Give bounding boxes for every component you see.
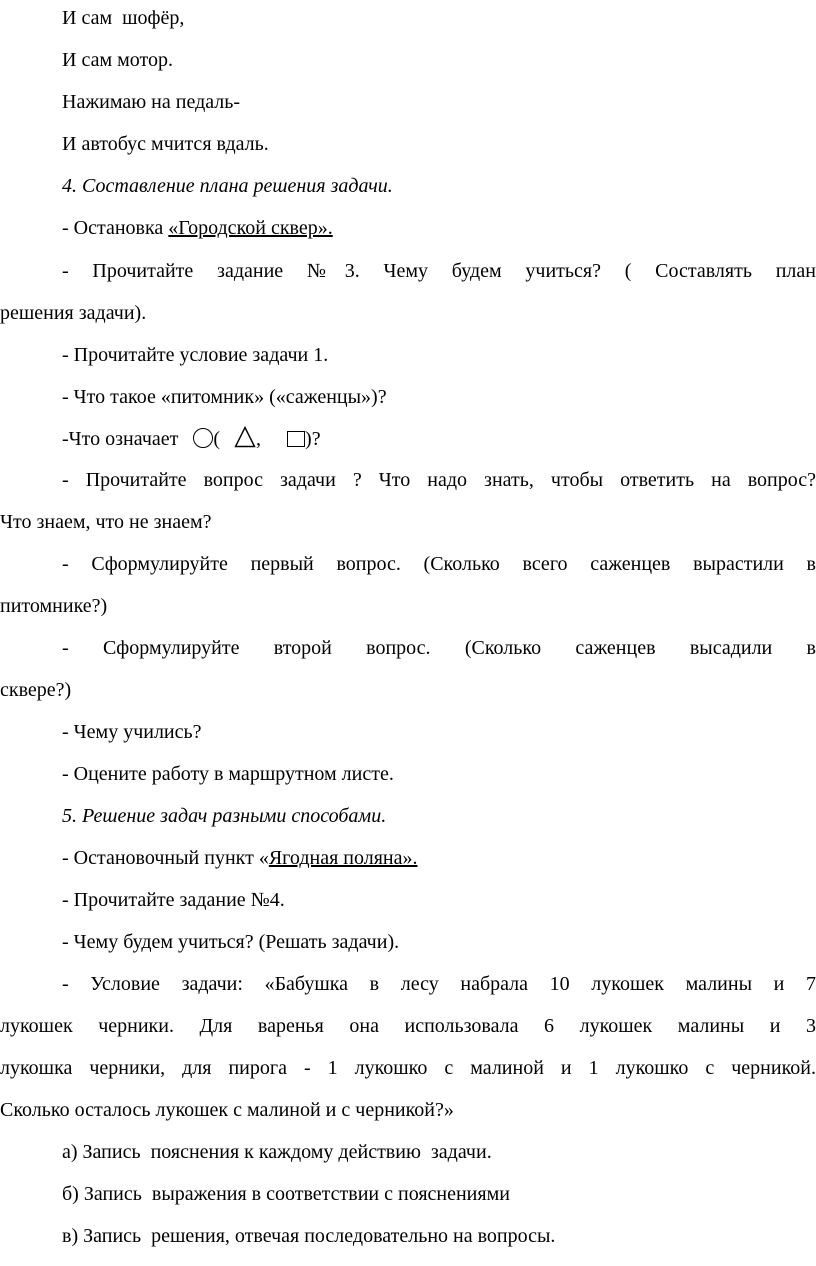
what-is-nursery-line: - Что такое «питомник» («саженцы»)? <box>62 386 387 408</box>
condition-line-1: - Условие задачи: «Бабушка в лесу набрала 10 лукошек малины и 7 <box>62 973 816 995</box>
step-c-line: в) Запись решения, отвечая последовательно на вопросы. <box>62 1225 556 1247</box>
second-question-line-cont: сквере?) <box>0 679 72 701</box>
first-question-line-cont: питомнике?) <box>0 595 108 617</box>
square-icon <box>287 431 305 447</box>
poem-line-4: И автобус мчится вдаль. <box>62 133 269 155</box>
question-line: - Прочитайте вопрос задачи ? Что надо знать, чтобы ответить на вопрос? <box>62 469 816 491</box>
condition-line-3: лукошка черники, для пирога - 1 лукошко с малиной и 1 лукошко с черникой. <box>0 1057 816 1079</box>
poem-line-3: Нажимаю на педаль- <box>62 91 241 113</box>
stop-name-yagodnaya-polyana: Ягодная поляна». <box>268 847 418 869</box>
step-b-line: б) Запись выражения в соответствии с пояснениями <box>62 1183 510 1205</box>
read-condition-line: - Прочитайте условие задачи 1. <box>62 344 329 366</box>
task-4-line: - Прочитайте задание №4. <box>62 889 285 911</box>
task-3-line: - Прочитайте задание №3. Чему будем учиться? ( Составлять план <box>62 260 816 282</box>
step-a-line: а) Запись пояснения к каждому действию задачи. <box>62 1141 492 1163</box>
section-heading-5: 5. Решение задач разными способами. <box>62 805 387 827</box>
poem-line-2: И сам мотор. <box>62 49 173 71</box>
condition-line-4: Сколько осталось лукошек с малиной и с черникой?» <box>0 1099 454 1121</box>
second-question-line: - Сформулируйте второй вопрос. (Сколько саженцев высадили в <box>62 637 816 659</box>
section-heading-4: 4. Составление плана решения задачи. <box>62 175 393 197</box>
circle-icon <box>193 428 213 448</box>
evaluate-line: - Оцените работу в маршрутном листе. <box>62 763 394 785</box>
what-learn-line: - Чему будем учиться? (Решать задачи). <box>62 931 400 953</box>
what-learned-line: - Чему учились? <box>62 721 202 743</box>
stop-label: - Остановка <box>62 217 169 239</box>
close-paren: )? <box>305 428 321 450</box>
open-paren: ( <box>213 428 221 450</box>
triangle-icon <box>234 426 256 448</box>
stop-line-2 <box>0 846 816 870</box>
symbols-question-line <box>0 426 816 451</box>
first-question-line: - Сформулируйте первый вопрос. (Сколько всего саженцев вырастили в <box>62 553 816 575</box>
symbols-question-label: -Что означает <box>62 428 184 450</box>
task-3-line-cont: решения задачи). <box>0 302 147 324</box>
comma: , <box>256 428 262 450</box>
condition-line-2: лукошек черники. Для варенья она использовала 6 лукошек малины и 3 <box>0 1015 816 1037</box>
stop-line-1 <box>0 216 816 240</box>
question-line-cont: Что знаем, что не знаем? <box>0 511 212 533</box>
stop-label-2: - Остановочный пункт « <box>62 847 269 869</box>
poem-line-1: И сам шофёр, <box>62 7 185 29</box>
stop-name-gorodskoy-skver: «Городской сквер». <box>168 217 333 239</box>
